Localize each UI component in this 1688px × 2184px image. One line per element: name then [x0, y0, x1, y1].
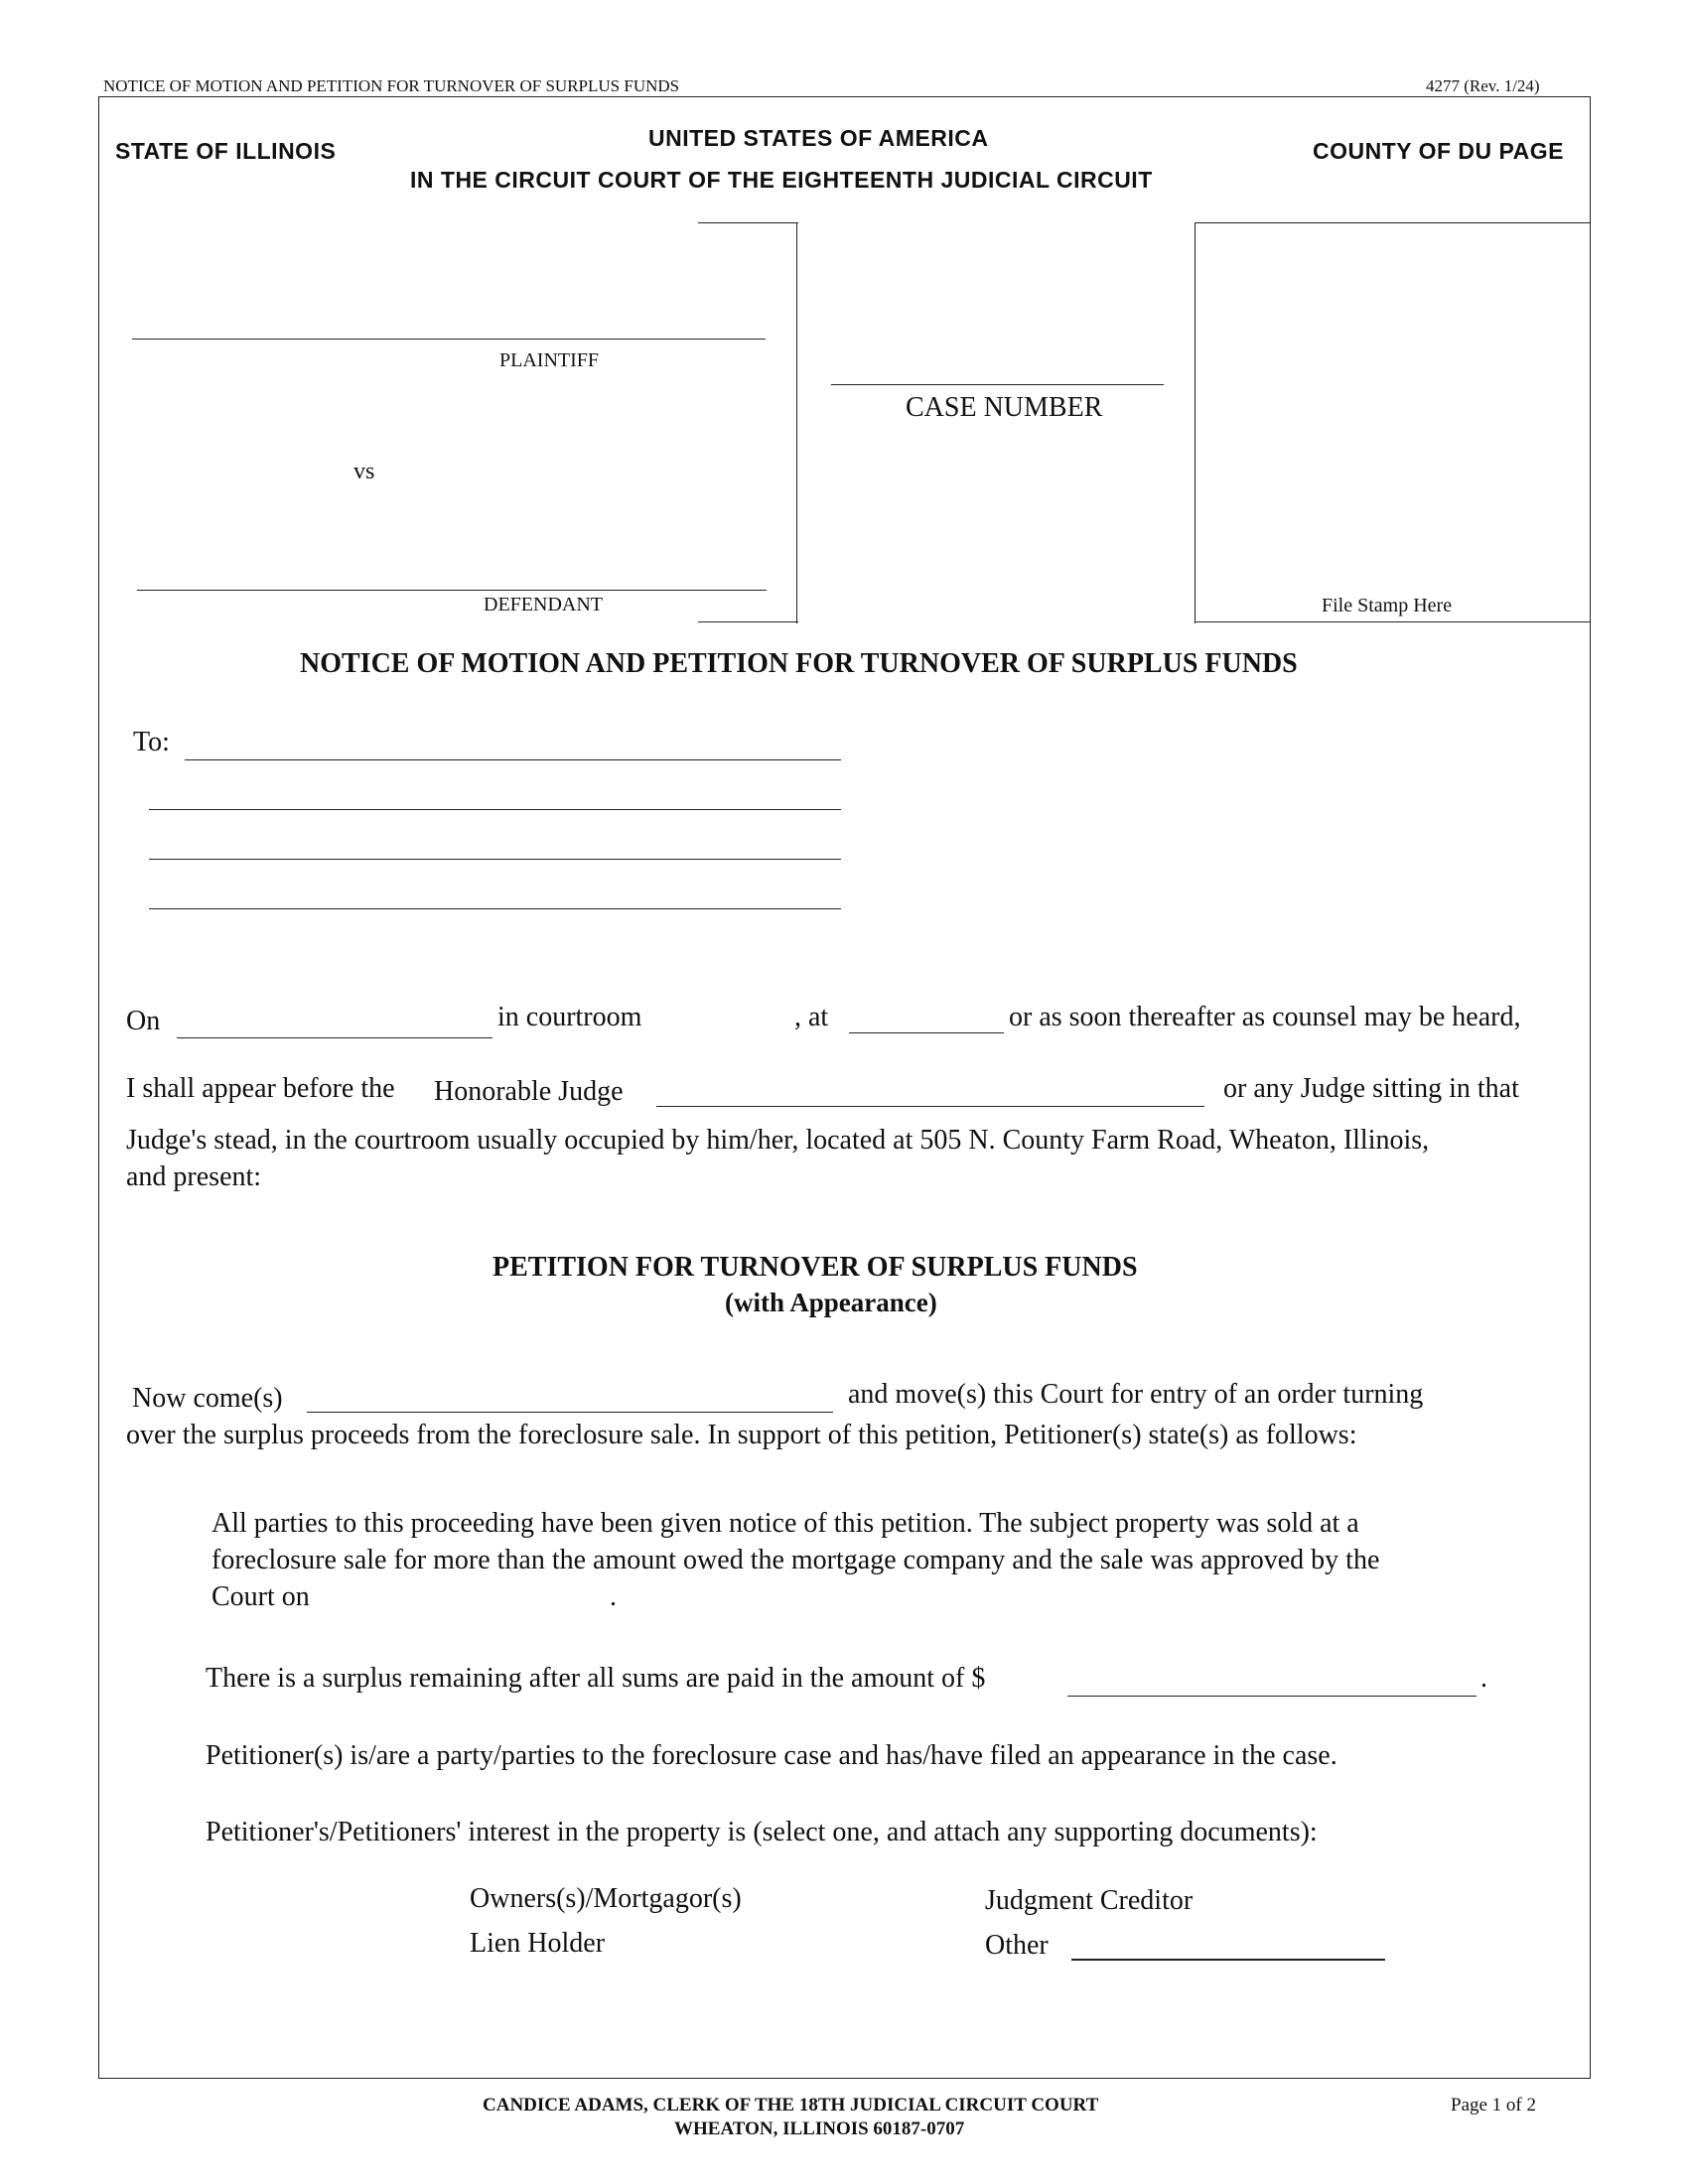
move-text: and move(s) this Court for entry of an order turning [848, 1379, 1424, 1410]
para1-period: . [610, 1581, 617, 1612]
file-stamp-left [1195, 222, 1196, 623]
petition-title: PETITION FOR TURNOVER OF SURPLUS FUNDS [492, 1252, 1138, 1283]
to-label: To: [133, 727, 170, 757]
to-line-1[interactable] [185, 759, 841, 760]
footer-address: WHEATON, ILLINOIS 60187-0707 [674, 2118, 965, 2139]
plaintiff-field[interactable] [132, 339, 766, 340]
to-line-4[interactable] [149, 908, 841, 909]
option-owners[interactable]: Owners(s)/Mortgagor(s) [470, 1883, 742, 1914]
footer-clerk: CANDICE ADAMS, CLERK OF THE 18TH JUDICIAL CIRCUIT COURT [483, 2095, 1099, 2116]
party-text: Petitioner(s) is/are a party/parties to the foreclosure case and has/have filed an appearance in the case. [206, 1740, 1337, 1771]
option-judgment-creditor[interactable]: Judgment Creditor [985, 1885, 1194, 1916]
in-courtroom-label: in courtroom [497, 1002, 642, 1032]
petitioner-name-field[interactable] [307, 1412, 833, 1413]
para1-line-3: Court on [211, 1581, 310, 1612]
footer-page: Page 1 of 2 [1451, 2095, 1537, 2116]
surplus-amount-field[interactable] [1067, 1696, 1477, 1697]
any-judge-text: or any Judge sitting in that [1223, 1073, 1519, 1104]
at-label: , at [794, 1002, 829, 1032]
over-text: over the surplus proceeds from the foreclosure sale. In support of this petition, Petitioner(s) state(s) as follows: [126, 1420, 1357, 1450]
caption-right-rule [796, 222, 797, 623]
interest-text: Petitioner's/Petitioners' interest in the property is (select one, and attach any supporting documents): [206, 1817, 1318, 1847]
state-label: STATE OF ILLINOIS [115, 138, 337, 164]
to-line-2[interactable] [149, 809, 841, 810]
case-number-field[interactable] [831, 384, 1164, 385]
para1-line-1: All parties to this proceeding have been given notice of this petition. The subject property was sold at a [211, 1508, 1359, 1539]
judge-name-field[interactable] [656, 1106, 1204, 1107]
to-line-3[interactable] [149, 859, 841, 860]
defendant-field[interactable] [137, 590, 767, 591]
para1-line-2: foreclosure sale for more than the amount owed the mortgage company and the sale was approved by the [211, 1545, 1380, 1575]
date-field[interactable] [177, 1037, 492, 1038]
on-label: On [126, 1006, 161, 1036]
appear-before-text: I shall appear before the [126, 1073, 395, 1104]
option-other[interactable]: Other [985, 1930, 1049, 1961]
surplus-text: There is a surplus remaining after all sums are paid in the amount of $ [206, 1663, 986, 1694]
as-soon-text: or as soon thereafter as counsel may be heard, [1009, 1002, 1521, 1032]
option-lien-holder[interactable]: Lien Holder [470, 1928, 606, 1959]
stead-line-2: and present: [126, 1161, 262, 1192]
sale-date-field[interactable] [331, 1578, 609, 1612]
now-comes-label: Now come(s) [132, 1383, 283, 1414]
time-field[interactable] [849, 1032, 1004, 1033]
other-field[interactable] [1071, 1959, 1385, 1961]
caption-top-rule [698, 222, 798, 223]
petition-subtitle: (with Appearance) [725, 1288, 937, 1317]
form-running-title: NOTICE OF MOTION AND PETITION FOR TURNOVER OF SURPLUS FUNDS [103, 76, 680, 95]
court-label: IN THE CIRCUIT COURT OF THE EIGHTEENTH JUDICIAL CIRCUIT [410, 167, 1153, 193]
caption-bottom-rule [698, 621, 798, 622]
case-number-label: CASE NUMBER [906, 392, 1103, 423]
honorable-judge-label: Honorable Judge [434, 1076, 624, 1107]
file-stamp-top [1196, 222, 1591, 223]
notice-title: NOTICE OF MOTION AND PETITION FOR TURNOVER OF SURPLUS FUNDS [300, 648, 1298, 679]
plaintiff-label: PLAINTIFF [499, 349, 600, 371]
stead-line-1: Judge's stead, in the courtroom usually occupied by him/her, located at 505 N. County Farm Road, Wheaton, Illinois, [126, 1125, 1430, 1156]
country-label: UNITED STATES OF AMERICA [648, 125, 989, 151]
defendant-label: DEFENDANT [484, 594, 603, 615]
file-stamp-label: File Stamp Here [1322, 595, 1453, 616]
surplus-period: . [1480, 1663, 1487, 1694]
county-label: COUNTY OF DU PAGE [1313, 138, 1564, 164]
vs-label: vs [353, 459, 375, 484]
file-stamp-bottom [1196, 621, 1591, 622]
form-number: 4277 (Rev. 1/24) [1426, 76, 1540, 95]
